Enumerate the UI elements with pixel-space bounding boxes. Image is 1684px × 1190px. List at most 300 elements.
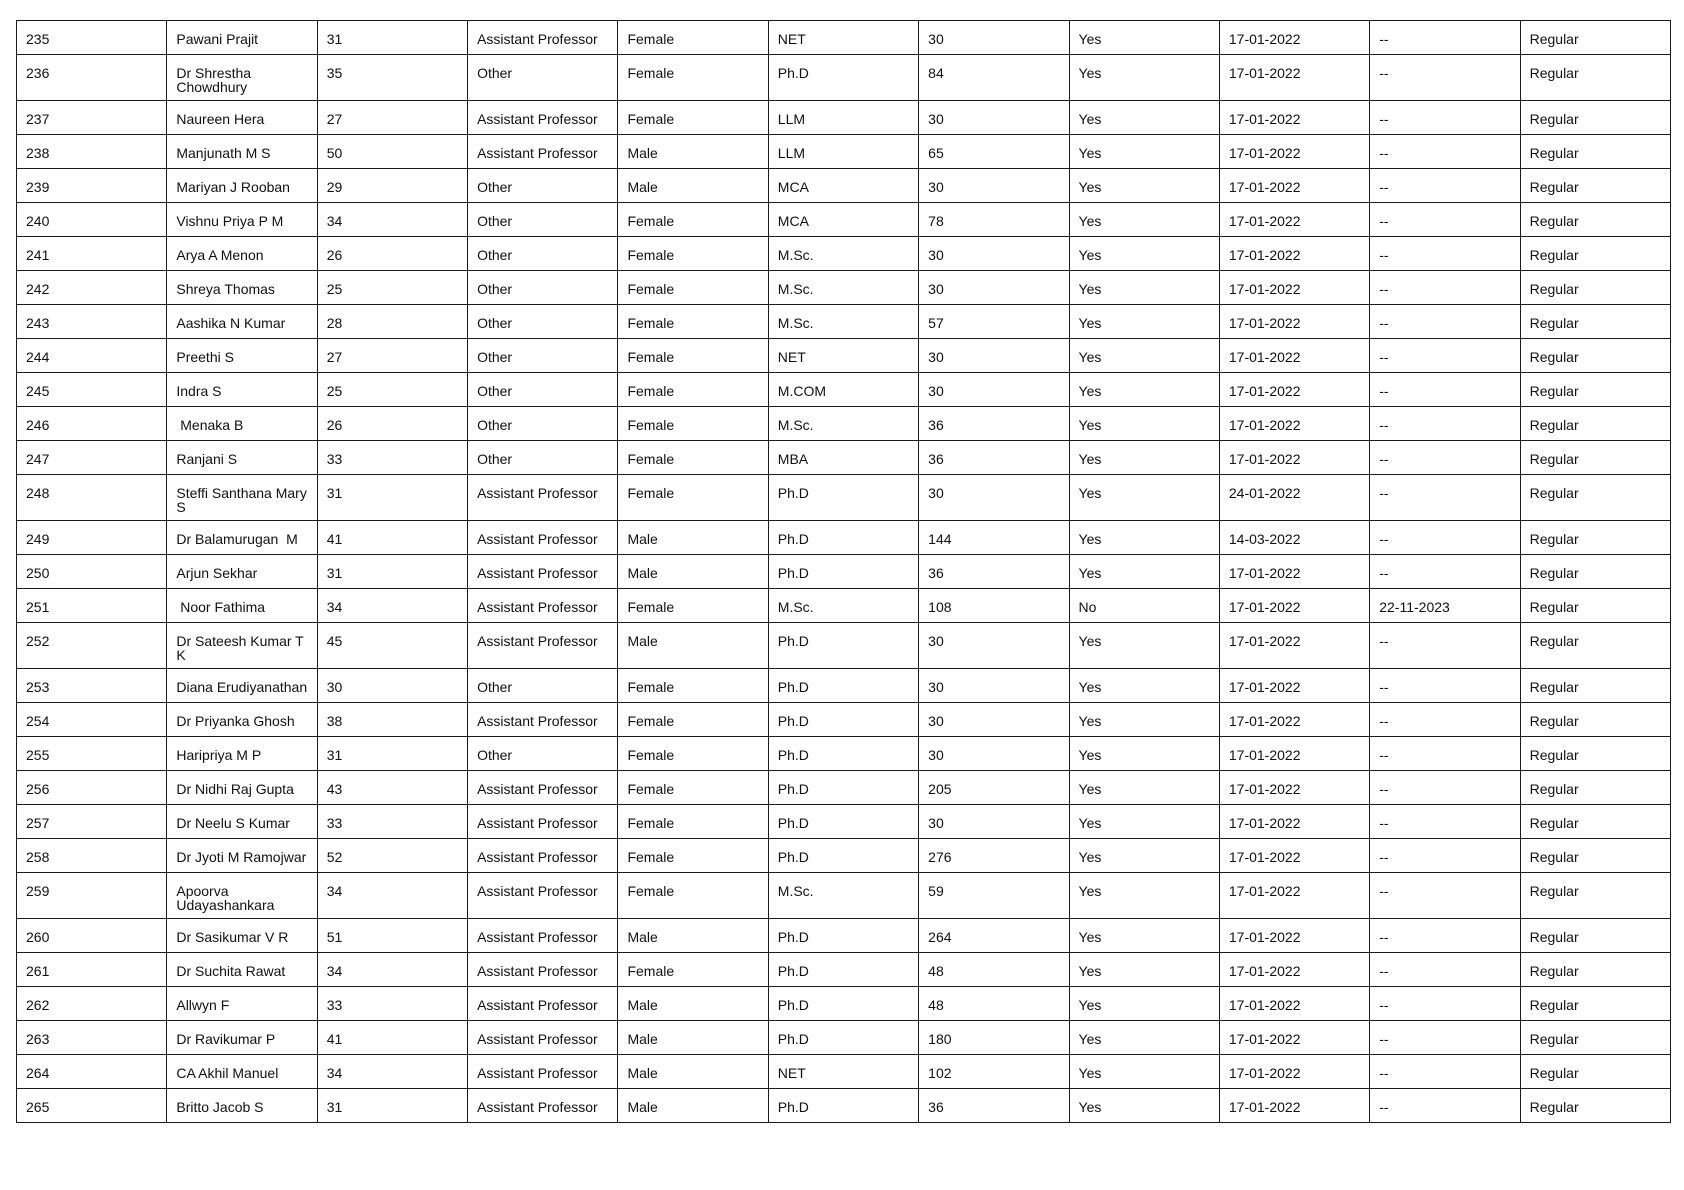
- cell-nature-of-appointment: [1520, 703, 1670, 737]
- joining-date-text: 17-01-2022: [1228, 315, 1301, 331]
- gender-text: Female: [627, 849, 675, 865]
- experience-text: 30: [928, 383, 944, 399]
- joining-date-text: 17-01-2022: [1228, 383, 1301, 399]
- cell-age: [317, 669, 467, 703]
- qualification-text: Ph.D: [777, 65, 809, 81]
- age-text: 45: [326, 633, 343, 649]
- cell-experience: [919, 203, 1069, 237]
- serial-no-text: 237: [26, 111, 50, 127]
- cell-age: [317, 555, 467, 589]
- currently-working-text: Yes: [1078, 565, 1102, 581]
- name-text: Vishnu Priya P M: [176, 213, 284, 229]
- cell-experience: [919, 771, 1069, 805]
- currently-working-text: Yes: [1078, 383, 1102, 399]
- gender-text: Male: [627, 997, 658, 1013]
- currently-working-text: Yes: [1078, 1065, 1102, 1081]
- currently-working-text: Yes: [1078, 849, 1102, 865]
- cell-experience: [919, 1021, 1069, 1055]
- leaving-date-text: --: [1379, 781, 1389, 797]
- cell-age: [317, 339, 467, 373]
- cell-joining-date: [1219, 521, 1369, 555]
- age-text: 50: [326, 145, 343, 161]
- cell-name: [167, 919, 317, 953]
- cell-serial-no: [17, 237, 167, 271]
- cell-experience: [919, 703, 1069, 737]
- cell-qualification: [768, 805, 918, 839]
- leaving-date-text: --: [1379, 963, 1389, 979]
- cell-serial-no: [17, 919, 167, 953]
- leaving-date-text: --: [1379, 485, 1389, 501]
- cell-serial-no: [17, 589, 167, 623]
- cell-designation: [468, 623, 618, 669]
- table-row: [17, 373, 1671, 407]
- cell-joining-date: [1219, 919, 1369, 953]
- nature-of-appointment-text: Regular: [1529, 929, 1579, 945]
- table-row: [17, 771, 1671, 805]
- gender-text: Female: [627, 713, 675, 729]
- nature-of-appointment-text: Regular: [1529, 679, 1579, 695]
- cell-joining-date: [1219, 373, 1369, 407]
- table-row: [17, 55, 1671, 101]
- cell-gender: [618, 373, 768, 407]
- cell-designation: [468, 839, 618, 873]
- designation-text: Assistant Professor: [477, 713, 598, 729]
- joining-date-text: 17-01-2022: [1228, 599, 1301, 615]
- gender-text: Male: [627, 145, 658, 161]
- qualification-text: Ph.D: [777, 713, 809, 729]
- name-text: Steffi Santhana Mary S: [176, 485, 311, 515]
- nature-of-appointment-text: Regular: [1529, 31, 1579, 47]
- cell-experience: [919, 21, 1069, 55]
- table-row: [17, 703, 1671, 737]
- cell-experience: [919, 737, 1069, 771]
- experience-text: 30: [928, 349, 944, 365]
- qualification-text: NET: [777, 349, 806, 365]
- experience-text: 30: [928, 679, 944, 695]
- gender-text: Male: [627, 531, 658, 547]
- table-row: [17, 873, 1671, 919]
- cell-currently-working: [1069, 271, 1219, 305]
- cell-age: [317, 475, 467, 521]
- nature-of-appointment-text: Regular: [1529, 383, 1579, 399]
- age-text: 35: [326, 65, 343, 81]
- cell-leaving-date: [1370, 987, 1520, 1021]
- designation-text: Assistant Professor: [477, 633, 598, 649]
- cell-currently-working: [1069, 555, 1219, 589]
- serial-no-text: 258: [26, 849, 50, 865]
- leaving-date-text: --: [1379, 815, 1389, 831]
- cell-gender: [618, 521, 768, 555]
- experience-text: 30: [928, 815, 944, 831]
- designation-text: Other: [477, 65, 513, 81]
- table-row: [17, 669, 1671, 703]
- cell-qualification: [768, 737, 918, 771]
- currently-working-text: Yes: [1078, 65, 1102, 81]
- cell-age: [317, 589, 467, 623]
- cell-currently-working: [1069, 805, 1219, 839]
- cell-gender: [618, 1089, 768, 1123]
- cell-age: [317, 839, 467, 873]
- qualification-text: NET: [777, 31, 806, 47]
- name-text: Pawani Prajit: [176, 31, 259, 47]
- cell-leaving-date: [1370, 953, 1520, 987]
- cell-serial-no: [17, 1021, 167, 1055]
- name-text: Britto Jacob S: [176, 1099, 264, 1115]
- cell-nature-of-appointment: [1520, 101, 1670, 135]
- leaving-date-text: --: [1379, 417, 1389, 433]
- joining-date-text: 17-01-2022: [1228, 679, 1301, 695]
- cell-name: [167, 987, 317, 1021]
- cell-name: [167, 703, 317, 737]
- experience-text: 264: [928, 929, 952, 945]
- cell-leaving-date: [1370, 339, 1520, 373]
- name-text: Dr Suchita Rawat: [176, 963, 286, 979]
- age-text: 38: [326, 713, 343, 729]
- cell-currently-working: [1069, 305, 1219, 339]
- cell-experience: [919, 271, 1069, 305]
- qualification-text: M.Sc.: [777, 315, 814, 331]
- cell-name: [167, 839, 317, 873]
- cell-age: [317, 771, 467, 805]
- gender-text: Male: [627, 633, 658, 649]
- joining-date-text: 17-01-2022: [1228, 633, 1301, 649]
- qualification-text: MBA: [777, 451, 809, 467]
- cell-designation: [468, 737, 618, 771]
- experience-text: 30: [928, 485, 944, 501]
- cell-joining-date: [1219, 805, 1369, 839]
- table-row: [17, 589, 1671, 623]
- cell-joining-date: [1219, 873, 1369, 919]
- cell-serial-no: [17, 203, 167, 237]
- gender-text: Male: [627, 1065, 658, 1081]
- cell-gender: [618, 135, 768, 169]
- qualification-text: Ph.D: [777, 531, 809, 547]
- cell-currently-working: [1069, 737, 1219, 771]
- cell-qualification: [768, 101, 918, 135]
- cell-designation: [468, 475, 618, 521]
- cell-leaving-date: [1370, 169, 1520, 203]
- cell-experience: [919, 1055, 1069, 1089]
- cell-serial-no: [17, 737, 167, 771]
- qualification-text: Ph.D: [777, 1031, 809, 1047]
- cell-designation: [468, 1055, 618, 1089]
- serial-no-text: 249: [26, 531, 50, 547]
- name-text: Dr Shrestha Chowdhury: [176, 65, 255, 95]
- gender-text: Male: [627, 1031, 658, 1047]
- cell-serial-no: [17, 1089, 167, 1123]
- table-row: [17, 305, 1671, 339]
- designation-text: Other: [477, 349, 513, 365]
- cell-nature-of-appointment: [1520, 271, 1670, 305]
- joining-date-text: 17-01-2022: [1228, 963, 1301, 979]
- cell-designation: [468, 339, 618, 373]
- cell-designation: [468, 589, 618, 623]
- cell-currently-working: [1069, 475, 1219, 521]
- experience-text: 205: [928, 781, 952, 797]
- cell-nature-of-appointment: [1520, 237, 1670, 271]
- gender-text: Female: [627, 383, 675, 399]
- cell-currently-working: [1069, 55, 1219, 101]
- cell-nature-of-appointment: [1520, 953, 1670, 987]
- name-text: Arya A Menon: [176, 247, 264, 263]
- cell-experience: [919, 669, 1069, 703]
- designation-text: Other: [477, 451, 513, 467]
- table-row: [17, 1021, 1671, 1055]
- cell-age: [317, 703, 467, 737]
- serial-no-text: 263: [26, 1031, 50, 1047]
- cell-name: [167, 237, 317, 271]
- currently-working-text: Yes: [1078, 997, 1102, 1013]
- cell-gender: [618, 839, 768, 873]
- designation-text: Other: [477, 179, 513, 195]
- serial-no-text: 246: [26, 417, 50, 433]
- cell-gender: [618, 203, 768, 237]
- currently-working-text: Yes: [1078, 145, 1102, 161]
- joining-date-text: 17-01-2022: [1228, 417, 1301, 433]
- joining-date-text: 17-01-2022: [1228, 815, 1301, 831]
- cell-currently-working: [1069, 237, 1219, 271]
- cell-currently-working: [1069, 203, 1219, 237]
- table-row: [17, 839, 1671, 873]
- serial-no-text: 252: [26, 633, 50, 649]
- cell-serial-no: [17, 21, 167, 55]
- name-text: Shreya Thomas: [176, 281, 275, 297]
- cell-nature-of-appointment: [1520, 839, 1670, 873]
- cell-qualification: [768, 237, 918, 271]
- cell-nature-of-appointment: [1520, 203, 1670, 237]
- age-text: 31: [326, 747, 343, 763]
- faculty-table-body: [17, 21, 1671, 1123]
- cell-serial-no: [17, 55, 167, 101]
- qualification-text: Ph.D: [777, 997, 809, 1013]
- cell-designation: [468, 919, 618, 953]
- experience-text: 59: [928, 883, 944, 899]
- cell-joining-date: [1219, 407, 1369, 441]
- gender-text: Female: [627, 747, 675, 763]
- designation-text: Other: [477, 247, 513, 263]
- serial-no-text: 264: [26, 1065, 50, 1081]
- gender-text: Female: [627, 111, 675, 127]
- name-text: Mariyan J Rooban: [176, 179, 290, 195]
- designation-text: Other: [477, 281, 513, 297]
- designation-text: Other: [477, 679, 513, 695]
- cell-qualification: [768, 669, 918, 703]
- experience-text: 48: [928, 997, 944, 1013]
- cell-age: [317, 101, 467, 135]
- cell-nature-of-appointment: [1520, 771, 1670, 805]
- name-text: Naureen Hera: [176, 111, 265, 127]
- cell-experience: [919, 805, 1069, 839]
- designation-text: Other: [477, 315, 513, 331]
- cell-designation: [468, 1021, 618, 1055]
- currently-working-text: Yes: [1078, 963, 1102, 979]
- cell-gender: [618, 1055, 768, 1089]
- cell-nature-of-appointment: [1520, 407, 1670, 441]
- cell-gender: [618, 669, 768, 703]
- designation-text: Assistant Professor: [477, 929, 598, 945]
- designation-text: Assistant Professor: [477, 849, 598, 865]
- cell-serial-no: [17, 703, 167, 737]
- nature-of-appointment-text: Regular: [1529, 713, 1579, 729]
- cell-age: [317, 21, 467, 55]
- cell-currently-working: [1069, 339, 1219, 373]
- cell-nature-of-appointment: [1520, 441, 1670, 475]
- serial-no-text: 259: [26, 883, 50, 899]
- table-row: [17, 953, 1671, 987]
- currently-working-text: Yes: [1078, 1099, 1102, 1115]
- cell-serial-no: [17, 101, 167, 135]
- cell-leaving-date: [1370, 407, 1520, 441]
- cell-name: [167, 521, 317, 555]
- cell-currently-working: [1069, 771, 1219, 805]
- currently-working-text: Yes: [1078, 315, 1102, 331]
- leaving-date-text: --: [1379, 1031, 1389, 1047]
- cell-serial-no: [17, 521, 167, 555]
- nature-of-appointment-text: Regular: [1529, 281, 1579, 297]
- nature-of-appointment-text: Regular: [1529, 1031, 1579, 1047]
- cell-leaving-date: [1370, 21, 1520, 55]
- cell-designation: [468, 555, 618, 589]
- nature-of-appointment-text: Regular: [1529, 747, 1579, 763]
- nature-of-appointment-text: Regular: [1529, 815, 1579, 831]
- designation-text: Other: [477, 417, 513, 433]
- cell-leaving-date: [1370, 203, 1520, 237]
- leaving-date-text: 22-11-2023: [1379, 599, 1450, 615]
- cell-currently-working: [1069, 919, 1219, 953]
- joining-date-text: 17-01-2022: [1228, 929, 1301, 945]
- cell-age: [317, 521, 467, 555]
- qualification-text: LLM: [777, 111, 806, 127]
- cell-experience: [919, 55, 1069, 101]
- cell-leaving-date: [1370, 1021, 1520, 1055]
- cell-experience: [919, 589, 1069, 623]
- currently-working-text: Yes: [1078, 679, 1102, 695]
- serial-no-text: 265: [26, 1099, 50, 1115]
- cell-qualification: [768, 135, 918, 169]
- cell-currently-working: [1069, 373, 1219, 407]
- currently-working-text: Yes: [1078, 281, 1102, 297]
- cell-age: [317, 407, 467, 441]
- cell-designation: [468, 21, 618, 55]
- cell-currently-working: [1069, 101, 1219, 135]
- serial-no-text: 251: [26, 599, 50, 615]
- designation-text: Assistant Professor: [477, 531, 598, 547]
- cell-designation: [468, 873, 618, 919]
- table-row: [17, 1089, 1671, 1123]
- cell-currently-working: [1069, 987, 1219, 1021]
- cell-qualification: [768, 169, 918, 203]
- leaving-date-text: --: [1379, 565, 1389, 581]
- cell-nature-of-appointment: [1520, 873, 1670, 919]
- cell-gender: [618, 555, 768, 589]
- designation-text: Assistant Professor: [477, 781, 598, 797]
- cell-nature-of-appointment: [1520, 135, 1670, 169]
- designation-text: Assistant Professor: [477, 815, 598, 831]
- joining-date-text: 17-01-2022: [1228, 247, 1301, 263]
- serial-no-text: 260: [26, 929, 50, 945]
- cell-joining-date: [1219, 237, 1369, 271]
- cell-gender: [618, 873, 768, 919]
- cell-joining-date: [1219, 737, 1369, 771]
- cell-leaving-date: [1370, 771, 1520, 805]
- gender-text: Male: [627, 179, 658, 195]
- leaving-date-text: --: [1379, 679, 1389, 695]
- leaving-date-text: --: [1379, 929, 1389, 945]
- cell-gender: [618, 101, 768, 135]
- cell-age: [317, 1089, 467, 1123]
- designation-text: Assistant Professor: [477, 31, 598, 47]
- experience-text: 65: [928, 145, 944, 161]
- cell-experience: [919, 1089, 1069, 1123]
- cell-experience: [919, 441, 1069, 475]
- cell-leaving-date: [1370, 873, 1520, 919]
- cell-leaving-date: [1370, 305, 1520, 339]
- cell-nature-of-appointment: [1520, 521, 1670, 555]
- cell-experience: [919, 237, 1069, 271]
- cell-name: [167, 1089, 317, 1123]
- joining-date-text: 17-01-2022: [1228, 883, 1301, 899]
- currently-working-text: Yes: [1078, 349, 1102, 365]
- cell-qualification: [768, 1055, 918, 1089]
- cell-leaving-date: [1370, 475, 1520, 521]
- name-text: Noor Fathima: [176, 599, 266, 615]
- qualification-text: MCA: [777, 179, 809, 195]
- leaving-date-text: --: [1379, 633, 1389, 649]
- currently-working-text: Yes: [1078, 713, 1102, 729]
- age-text: 52: [326, 849, 343, 865]
- experience-text: 36: [928, 451, 944, 467]
- name-text: Aashika N Kumar: [176, 315, 286, 331]
- nature-of-appointment-text: Regular: [1529, 451, 1579, 467]
- qualification-text: MCA: [777, 213, 809, 229]
- cell-leaving-date: [1370, 101, 1520, 135]
- leaving-date-text: --: [1379, 179, 1389, 195]
- leaving-date-text: --: [1379, 31, 1389, 47]
- currently-working-text: Yes: [1078, 1031, 1102, 1047]
- serial-no-text: 245: [26, 383, 50, 399]
- cell-designation: [468, 703, 618, 737]
- name-text: Indra S: [176, 383, 222, 399]
- gender-text: Female: [627, 679, 675, 695]
- cell-joining-date: [1219, 55, 1369, 101]
- cell-designation: [468, 101, 618, 135]
- joining-date-text: 17-01-2022: [1228, 713, 1301, 729]
- cell-designation: [468, 987, 618, 1021]
- currently-working-text: Yes: [1078, 247, 1102, 263]
- cell-nature-of-appointment: [1520, 737, 1670, 771]
- cell-joining-date: [1219, 169, 1369, 203]
- cell-experience: [919, 169, 1069, 203]
- gender-text: Female: [627, 417, 675, 433]
- cell-age: [317, 1021, 467, 1055]
- experience-text: 30: [928, 633, 944, 649]
- cell-joining-date: [1219, 1055, 1369, 1089]
- cell-age: [317, 987, 467, 1021]
- joining-date-text: 14-03-2022: [1228, 531, 1301, 547]
- age-text: 51: [326, 929, 343, 945]
- cell-designation: [468, 407, 618, 441]
- cell-qualification: [768, 373, 918, 407]
- cell-qualification: [768, 305, 918, 339]
- cell-currently-working: [1069, 135, 1219, 169]
- age-text: 34: [326, 963, 343, 979]
- cell-gender: [618, 805, 768, 839]
- qualification-text: LLM: [777, 145, 806, 161]
- cell-designation: [468, 203, 618, 237]
- cell-designation: [468, 805, 618, 839]
- table-row: [17, 441, 1671, 475]
- gender-text: Female: [627, 281, 675, 297]
